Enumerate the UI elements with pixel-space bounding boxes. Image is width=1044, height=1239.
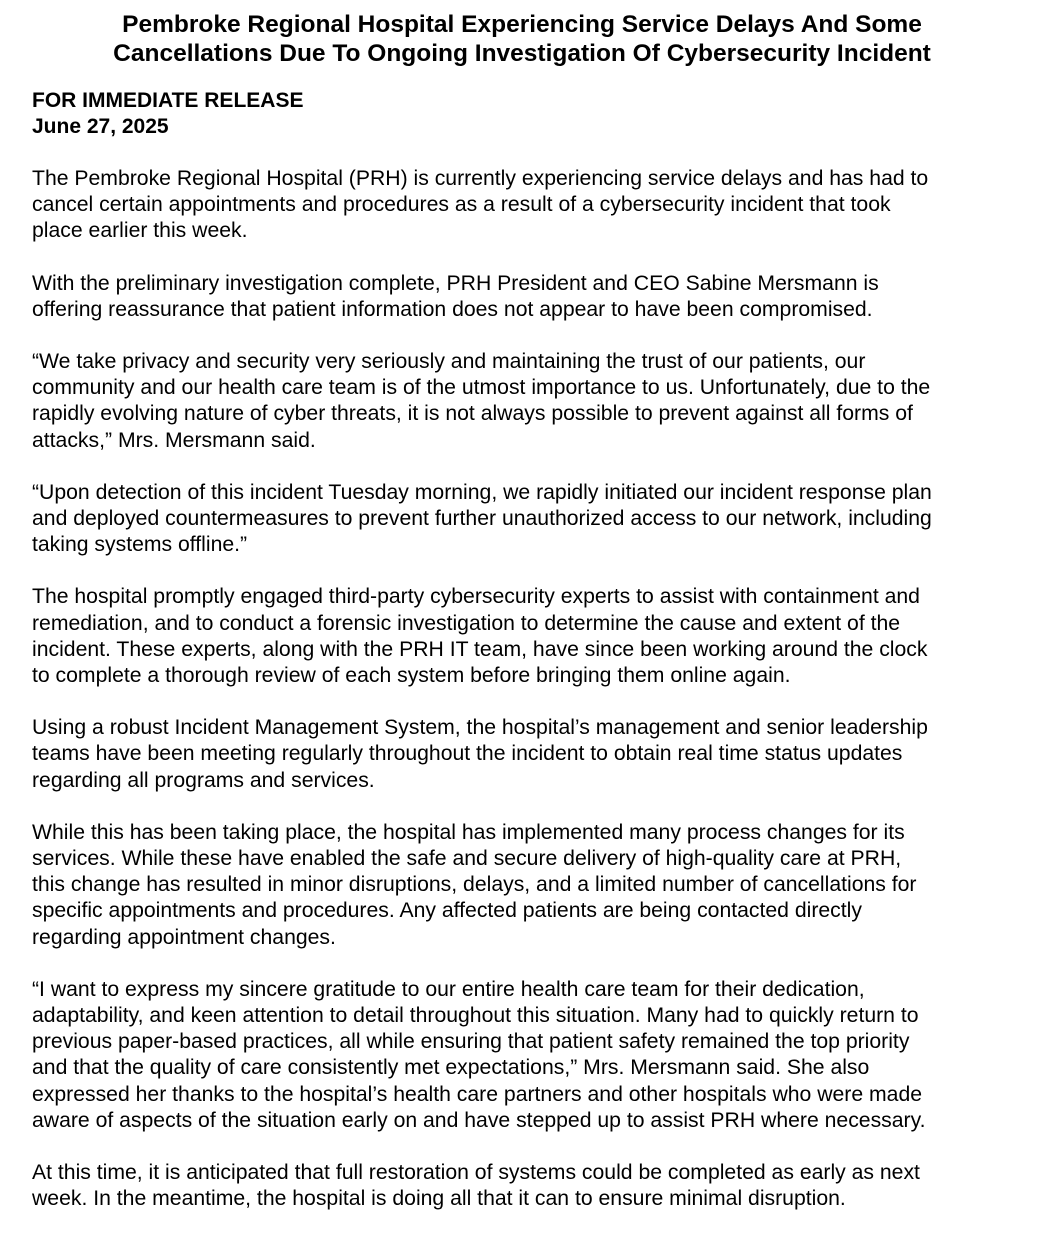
paragraph-line: remediation, and to conduct a forensic investigation to determine the cause and extent of the	[32, 611, 901, 635]
paragraph-line: regarding appointment changes.	[32, 925, 336, 949]
paragraph-line: While this has been taking place, the hospital has implemented many process changes for its	[32, 820, 905, 844]
paragraph-line: offering reassurance that patient information does not appear to have been compromised.	[32, 297, 873, 321]
headline	[32, 10, 1012, 68]
paragraph	[32, 1160, 1007, 1212]
paragraph	[32, 584, 1007, 689]
paragraph-line: attacks,” Mrs. Mersmann said.	[32, 428, 316, 452]
paragraph-line: aware of aspects of the situation early on and have stepped up to assist PRH where necessary.	[32, 1108, 926, 1132]
paragraph	[32, 271, 1007, 323]
paragraph	[32, 166, 1007, 245]
paragraph-line: At this time, it is anticipated that full restoration of systems could be completed as early as next	[32, 1161, 920, 1185]
release-label: FOR IMMEDIATE RELEASE	[32, 89, 304, 112]
paragraph-line: With the preliminary investigation complete, PRH President and CEO Sabine Mersmann is	[32, 271, 879, 295]
press-release-page	[32, 10, 1007, 1239]
headline-line: Cancellations Due To Ongoing Investigation Of Cybersecurity Incident	[113, 40, 931, 67]
paragraph-line: services. While these have enabled the safe and secure delivery of high-quality care at PRH,	[32, 847, 902, 871]
paragraph-line: and deployed countermeasures to prevent further unauthorized access to our network, including	[32, 507, 932, 531]
paragraph-line: community and our health care team is of the utmost importance to us. Unfortunately, due to the	[32, 376, 931, 400]
paragraph-line: The hospital promptly engaged third-party cybersecurity experts to assist with containment and	[32, 585, 920, 609]
paragraph-line: incident. These experts, along with the PRH IT team, have since been working around the clock	[32, 637, 928, 661]
release-info	[32, 88, 1007, 140]
paragraph	[32, 480, 1007, 559]
paragraph-line: “Upon detection of this incident Tuesday morning, we rapidly initiated our incident response plan	[32, 480, 932, 504]
paragraph-line: taking systems offline.”	[32, 533, 248, 557]
paragraph-line: specific appointments and procedures. Any affected patients are being contacted directly	[32, 899, 862, 923]
paragraph-line: expressed her thanks to the hospital’s health care partners and other hospitals who were made	[32, 1082, 923, 1106]
paragraph-line: “I want to express my sincere gratitude to our entire health care team for their dedication,	[32, 977, 865, 1001]
paragraph-line: “We take privacy and security very seriously and maintaining the trust of our patients, our	[32, 350, 866, 374]
paragraph-line: cancel certain appointments and procedures as a result of a cybersecurity incident that took	[32, 193, 891, 217]
paragraph-line: previous paper-based practices, all while ensuring that patient safety remained the top priority	[32, 1030, 910, 1054]
paragraph	[32, 977, 1007, 1134]
paragraph-line: Using a robust Incident Management System, the hospital’s management and senior leadership	[32, 716, 928, 740]
paragraph-line: teams have been meeting regularly throughout the incident to obtain real time status updates	[32, 742, 903, 766]
article-body	[32, 166, 1007, 1213]
paragraph-line: week. In the meantime, the hospital is doing all that it can to ensure minimal disruption.	[32, 1187, 846, 1211]
paragraph	[32, 715, 1007, 794]
paragraph-line: place earlier this week.	[32, 219, 248, 243]
release-date: June 27, 2025	[32, 115, 169, 138]
paragraph	[32, 349, 1007, 454]
paragraph-line: to complete a thorough review of each system before bringing them online again.	[32, 664, 791, 688]
paragraph-line: regarding all programs and services.	[32, 768, 375, 792]
paragraph	[32, 820, 1007, 951]
paragraph-line: and that the quality of care consistently met expectations,” Mrs. Mersmann said. She also	[32, 1056, 870, 1080]
paragraph-line: adaptability, and keen attention to detail throughout this situation. Many had to quickly return to	[32, 1004, 919, 1028]
paragraph-line: this change has resulted in minor disruptions, delays, and a limited number of cancellations for	[32, 873, 917, 897]
paragraph-line: The Pembroke Regional Hospital (PRH) is currently experiencing service delays and has had to	[32, 167, 929, 190]
paragraph-line: rapidly evolving nature of cyber threats, it is not always possible to prevent against all forms of	[32, 402, 913, 426]
headline-line: Pembroke Regional Hospital Experiencing Service Delays And Some	[122, 11, 922, 38]
